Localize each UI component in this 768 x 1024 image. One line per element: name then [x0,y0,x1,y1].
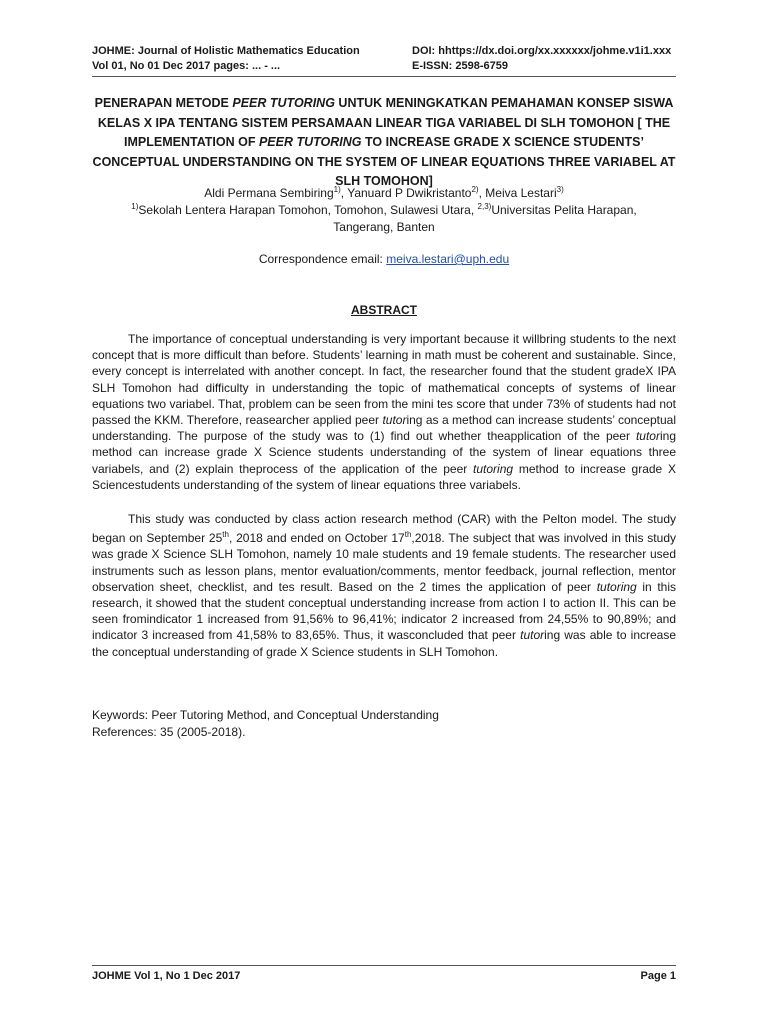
abstract-paragraph-2: This study was conducted by class action research method (CAR) with the Pelton model. The study began on September 25th, 2018 and ended on October 17th,2018. The subject that was involved in this study was grade X Science SLH Tomohon, namely 10 male students and 19 female students. The researcher used instruments such as lesson plans, mentor evaluation/comments, mentor feedback, journal reflection, mentor observation sheet, checklist, and tes result. Based on the 2 times the application of peer tutoring in this research, it showed that the student conceptual understanding increase from action I to action II. This can be seen fromindicator 1 increased from 91,56% to 96,41%; indicator 2 increased from 24,55% to 90,89%; and indicator 3 increased from 41,58% to 83,65%. Thus, it wasconcluded that peer tutoring was able to increase the conceptual understanding of grade X Science students in SLH Tomohon. [92,512,677,659]
page-number: Page 1 [640,970,676,982]
volume-info: Vol 01, No 01 Dec 2017 pages: ... - ... [92,60,281,72]
footer-journal: JOHME Vol 1, No 1 Dec 2017 [92,970,241,982]
journal-name: JOHME: Journal of Holistic Mathematics Education [92,45,360,57]
eissn: E-ISSN: 2598-6759 [412,60,508,72]
correspondence: Correspondence email: meiva.lestari@uph.edu [258,252,510,266]
author-block [92,185,676,236]
references-count: References: 35 (2005-2018). [92,725,246,739]
header-rule [92,76,676,77]
abstract-paragraph-1: The importance of conceptual understanding is very important because it willbring students to the next concept that is more difficult than before. Students’ learning in math must be coherent and sustainable. Since, every concept is interrelated with another concept. In fact, the researcher found that the student gradeX IPA SLH Tomohon had difficulty in understanding the topic of mathematical concepts of systems of linear equations two variabel. That, problem can be seen from the mini tes score that under 73% of students had not passed the KKM. Therefore, reasearcher applied peer tutoring as a method can increase students’ conceptual understanding. The purpose of the study was to (1) find out whether theapplication of the peer tutoring method can increase grade X Science students understanding of the system of linear equations three variabels, and (2) explain theprocess of the application of the peer tutoring method to increase grade X Sciencestudents understanding of the system of linear equations three variabels. [92,332,677,492]
email-link[interactable]: meiva.lestari@uph.edu [386,252,510,266]
doi[interactable]: DOI: hhttps://dx.doi.org/xx.xxxxxx/johme.v1i1.xxx [412,45,672,57]
abstract-heading: ABSTRACT [351,303,417,317]
keywords: Keywords: Peer Tutoring Method, and Conceptual Understanding [92,708,439,722]
keywords-block [92,707,439,741]
paper-title: PENERAPAN METODE PEER TUTORING UNTUK MENINGKATKAN PEMAHAMAN KONSEP SISWA KELAS X IPA TENTANG SISTEM PERSAMAAN LINEAR TIGA VARIABEL DI SLH TOMOHON [ THE IMPLEMENTATION OF PEER TUTORING TO INCREASE GRADE X SCIENCE STUDENTS’ CONCEPTUAL UNDERSTANDING ON THE SYSTEM OF LINEAR EQUATIONS THREE VARIABEL AT SLH TOMOHON] [92,96,676,188]
running-header-left [92,44,360,74]
affiliations: $^{1)}$Sekolah Lentera Harapan Tomohon, Tomohon, Sulawesi Utara, $^{2,3)}$Universitas Pelita Harapan, [131,202,637,217]
affiliation-location: Tangerang, Banten [333,220,435,234]
footer-rule [92,965,676,966]
running-header-right [412,44,671,74]
author-names: Aldi Permana Sembiring$^{1)}$, Yanuard P Dwikristanto$^{2)}$, Meiva Lestari$^{3)}$ [204,185,564,200]
